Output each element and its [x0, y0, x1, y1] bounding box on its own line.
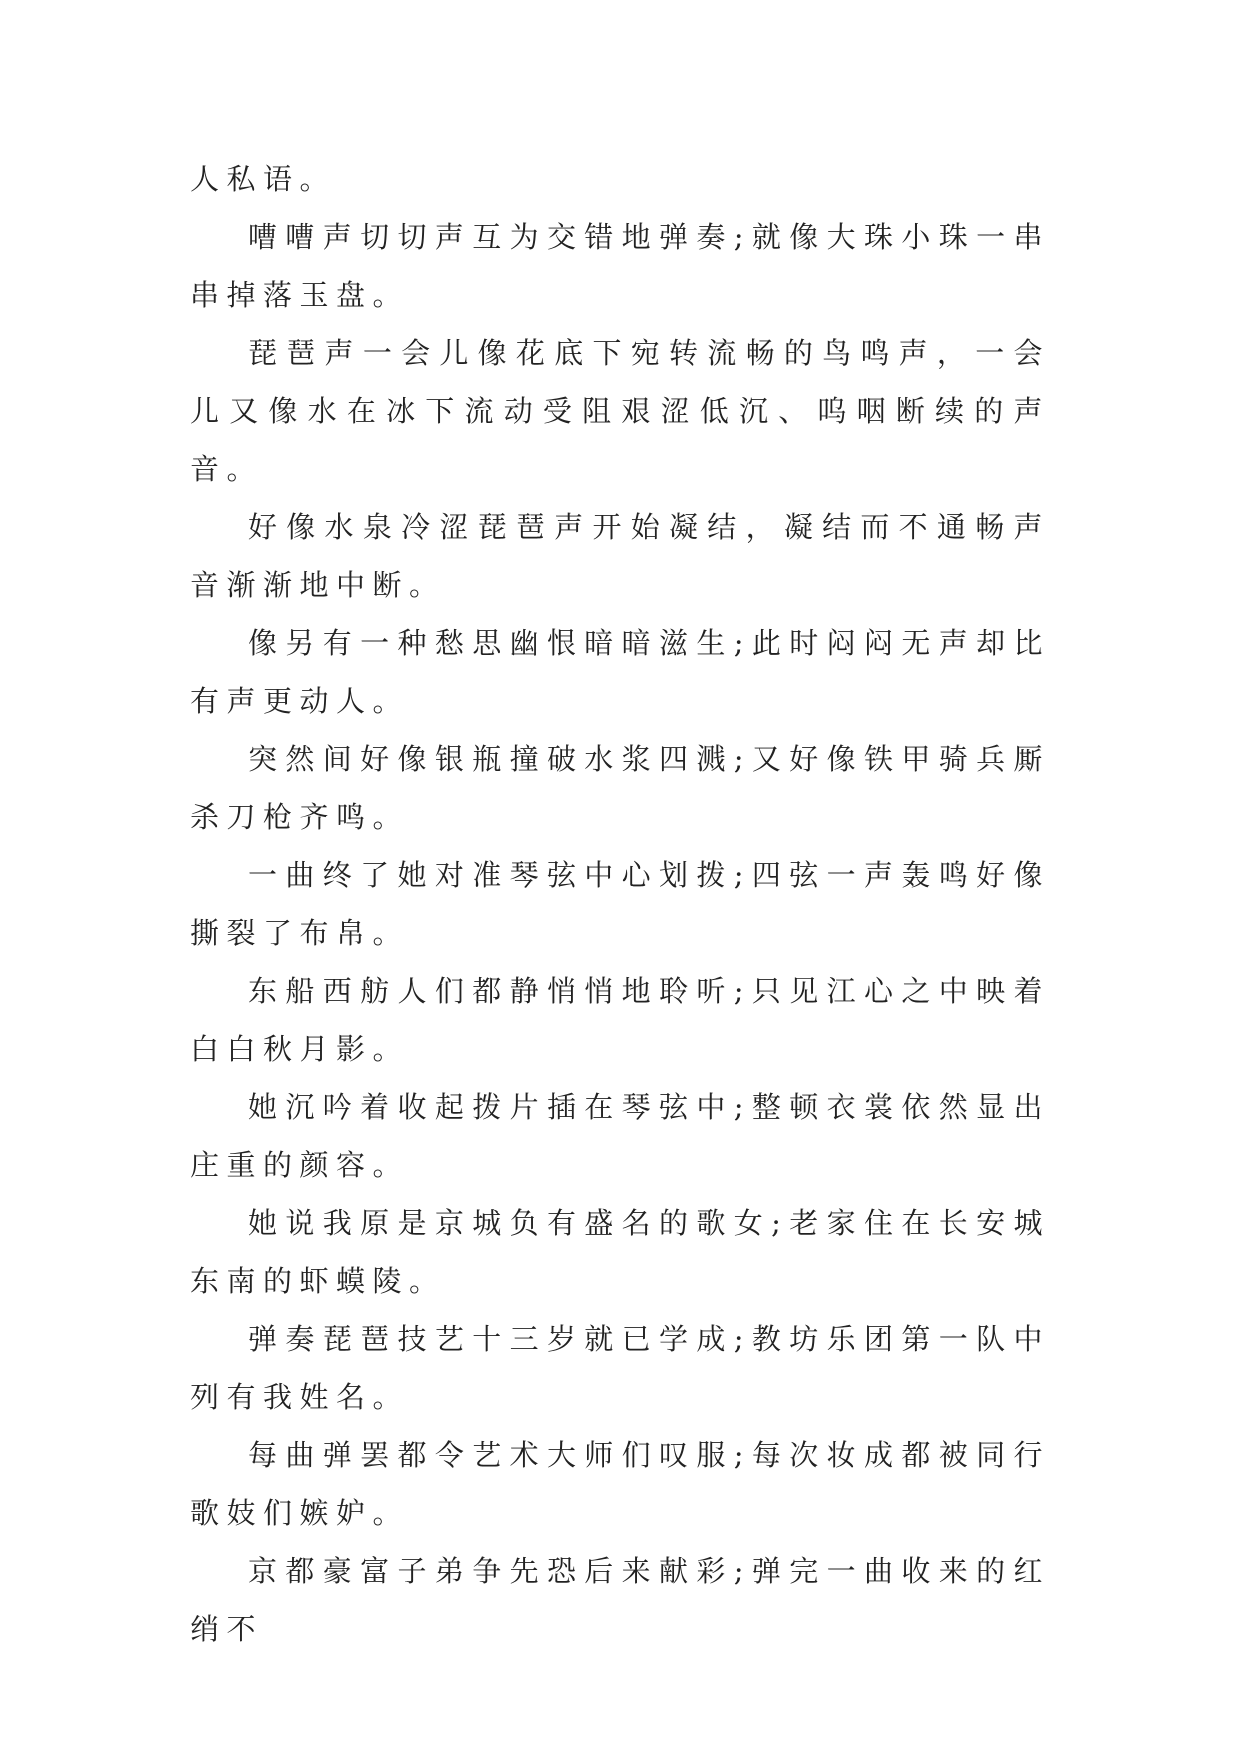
paragraph: 她说我原是京城负有盛名的歌女;老家住在长安城东南的虾蟆陵。: [190, 1206, 1050, 1298]
body-text: [190, 150, 1050, 1658]
paragraph: 琵琶声一会儿像花底下宛转流畅的鸟鸣声，一会儿又像水在冰下流动受阻艰涩低沉、呜咽断续的声音。: [190, 336, 1050, 486]
paragraph: 京都豪富子弟争先恐后来献彩;弹完一曲收来的红绡不: [190, 1554, 1050, 1646]
paragraph-continuation: 人私语。: [190, 162, 337, 196]
paragraph: 每曲弹罢都令艺术大师们叹服;每次妆成都被同行歌妓们嫉妒。: [190, 1438, 1050, 1530]
paragraph: 像另有一种愁思幽恨暗暗滋生;此时闷闷无声却比有声更动人。: [190, 626, 1050, 718]
paragraph: 东船西舫人们都静悄悄地聆听;只见江心之中映着白白秋月影。: [190, 974, 1050, 1066]
paragraph: 一曲终了她对准琴弦中心划拨;四弦一声轰鸣好像撕裂了布帛。: [190, 858, 1050, 950]
paragraph: 突然间好像银瓶撞破水浆四溅;又好像铁甲骑兵厮杀刀枪齐鸣。: [190, 742, 1050, 834]
paragraph: 弹奏琵琶技艺十三岁就已学成;教坊乐团第一队中列有我姓名。: [190, 1322, 1050, 1414]
paragraph: 嘈嘈声切切声互为交错地弹奏;就像大珠小珠一串串掉落玉盘。: [190, 220, 1050, 312]
paragraph: 她沉吟着收起拨片插在琴弦中;整顿衣裳依然显出庄重的颜容。: [190, 1090, 1050, 1182]
paragraph: 好像水泉冷涩琵琶声开始凝结，凝结而不通畅声音渐渐地中断。: [190, 510, 1050, 602]
